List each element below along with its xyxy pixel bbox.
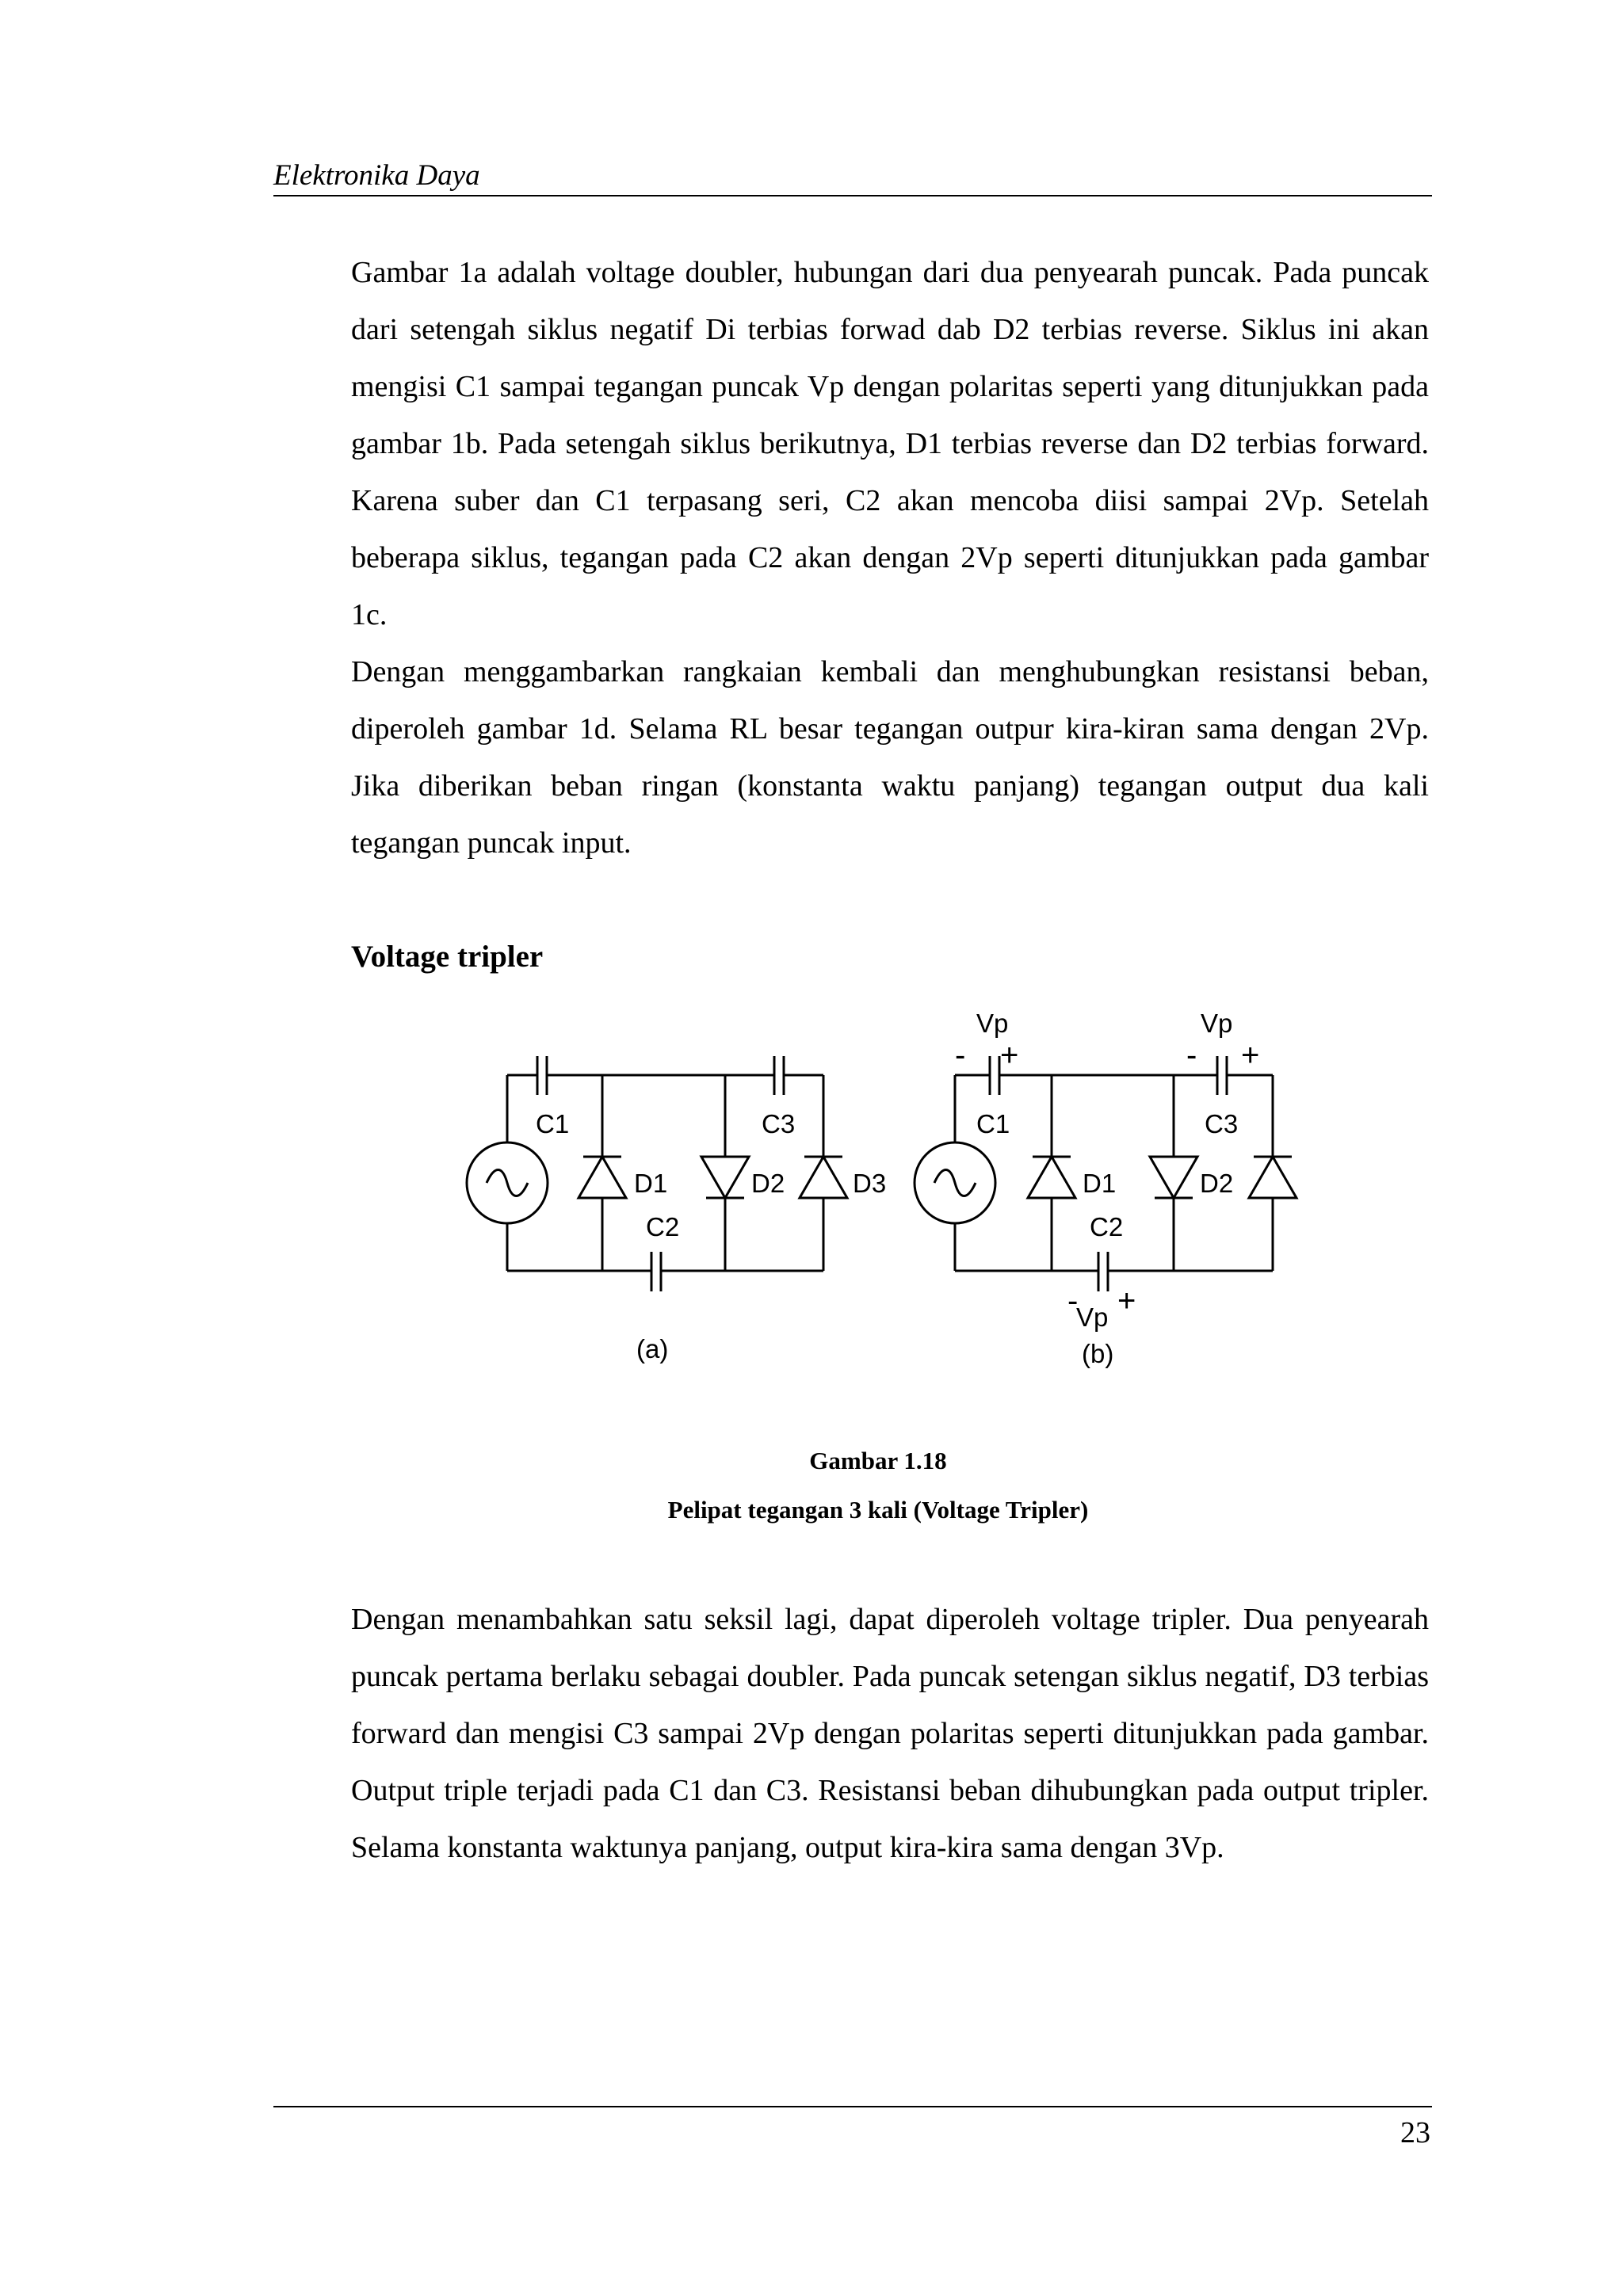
ac-source-a bbox=[467, 1142, 548, 1223]
label-b-vp-c2: Vp bbox=[1076, 1302, 1109, 1332]
label-a-d2: D2 bbox=[751, 1169, 785, 1198]
label-a-d3: D3 bbox=[853, 1169, 887, 1198]
paragraph-tripler: Dengan menambahkan satu seksil lagi, dapat diperoleh voltage tripler. Dua penyearah puncak pertama berlaku sebagai doubler. Pada puncak setengan siklus negatif, D3 terbias forward dan mengisi C3 sampai 2Vp dengan polaritas seperti ditunjukkan pada gambar. Output triple terjadi pada C1 dan C3. Resistansi beban dihubungkan pada output tripler. Selama konstanta waktunya panjang, output kira-kira sama dengan 3Vp. bbox=[351, 1603, 1429, 1864]
paragraph-intro-block bbox=[351, 244, 1429, 871]
label-b-c1-minus: - bbox=[955, 1038, 966, 1073]
circuit-a bbox=[467, 1056, 847, 1291]
label-b-c2: C2 bbox=[1090, 1212, 1124, 1241]
diode-b-d2 bbox=[1150, 1157, 1197, 1198]
label-b-vp-c3: Vp bbox=[1201, 1009, 1233, 1038]
label-b-c3-minus: - bbox=[1186, 1038, 1197, 1073]
figure-caption-title: Pelipat tegangan 3 kali (Voltage Tripler) bbox=[667, 1496, 1089, 1524]
diode-b-d1 bbox=[1028, 1157, 1075, 1198]
label-b-d1: D1 bbox=[1083, 1169, 1117, 1198]
label-b-sublabel: (b) bbox=[1082, 1339, 1114, 1368]
label-b-c1-plus: + bbox=[1000, 1038, 1019, 1073]
paragraph-load: Dengan menggambarkan rangkaian kembali dan menghubungkan resistansi beban, diperoleh gambar 1d. Selama RL besar tegangan outpur kira-kiran sama dengan 2Vp. Jika diberikan beban ringan (konstanta waktu panjang) tegangan output dua kali tegangan puncak input. bbox=[351, 655, 1429, 860]
diode-a-d1 bbox=[579, 1157, 626, 1198]
label-b-c2-minus: - bbox=[1067, 1283, 1079, 1318]
label-b-d2: D2 bbox=[1200, 1169, 1234, 1198]
paragraph-tripler-block bbox=[351, 1591, 1429, 1876]
label-b-c2-plus: + bbox=[1117, 1283, 1136, 1318]
running-header: Elektronika Daya bbox=[273, 159, 480, 192]
label-a-c3: C3 bbox=[762, 1109, 796, 1138]
label-b-c1: C1 bbox=[976, 1109, 1010, 1138]
diode-a-d2 bbox=[701, 1157, 749, 1198]
label-a-sublabel: (a) bbox=[636, 1334, 669, 1363]
header-divider bbox=[273, 195, 1432, 196]
label-a-c1: C1 bbox=[536, 1109, 570, 1138]
circuit-b bbox=[915, 1056, 1296, 1291]
label-a-d1: D1 bbox=[634, 1169, 668, 1198]
ac-source-a-sine bbox=[487, 1170, 528, 1196]
paragraph-intro: Gambar 1a adalah voltage doubler, hubungan dari dua penyearah puncak. Pada puncak dari setengah siklus negatif Di terbias forwad dab D2 terbias reverse. Siklus ini akan mengisi C1 sampai tegangan puncak Vp dengan polaritas seperti yang ditunjukkan pada gambar 1b. Pada setengah siklus berikutnya, D1 terbias reverse dan D2 terbias forward. Karena suber dan C1 terpasang seri, C2 akan mencoba diisi sampai 2Vp. Setelah beberapa siklus, tegangan pada C2 akan dengan 2Vp seperti ditunjukkan pada gambar 1c. bbox=[351, 256, 1429, 631]
page-number: 23 bbox=[1400, 2116, 1430, 2149]
ac-source-b bbox=[915, 1142, 995, 1223]
diode-a-d3 bbox=[800, 1157, 847, 1198]
figure-caption-number: Gambar 1.18 bbox=[809, 1447, 947, 1474]
label-b-vp-c1: Vp bbox=[976, 1009, 1009, 1038]
section-title: Voltage tripler bbox=[351, 940, 544, 974]
ac-source-b-sine bbox=[934, 1170, 976, 1196]
footer-divider bbox=[273, 2106, 1432, 2107]
diode-b-d3 bbox=[1249, 1157, 1296, 1198]
label-b-c3-plus: + bbox=[1241, 1038, 1260, 1073]
label-a-c2: C2 bbox=[646, 1212, 680, 1241]
label-b-c3: C3 bbox=[1205, 1109, 1239, 1138]
